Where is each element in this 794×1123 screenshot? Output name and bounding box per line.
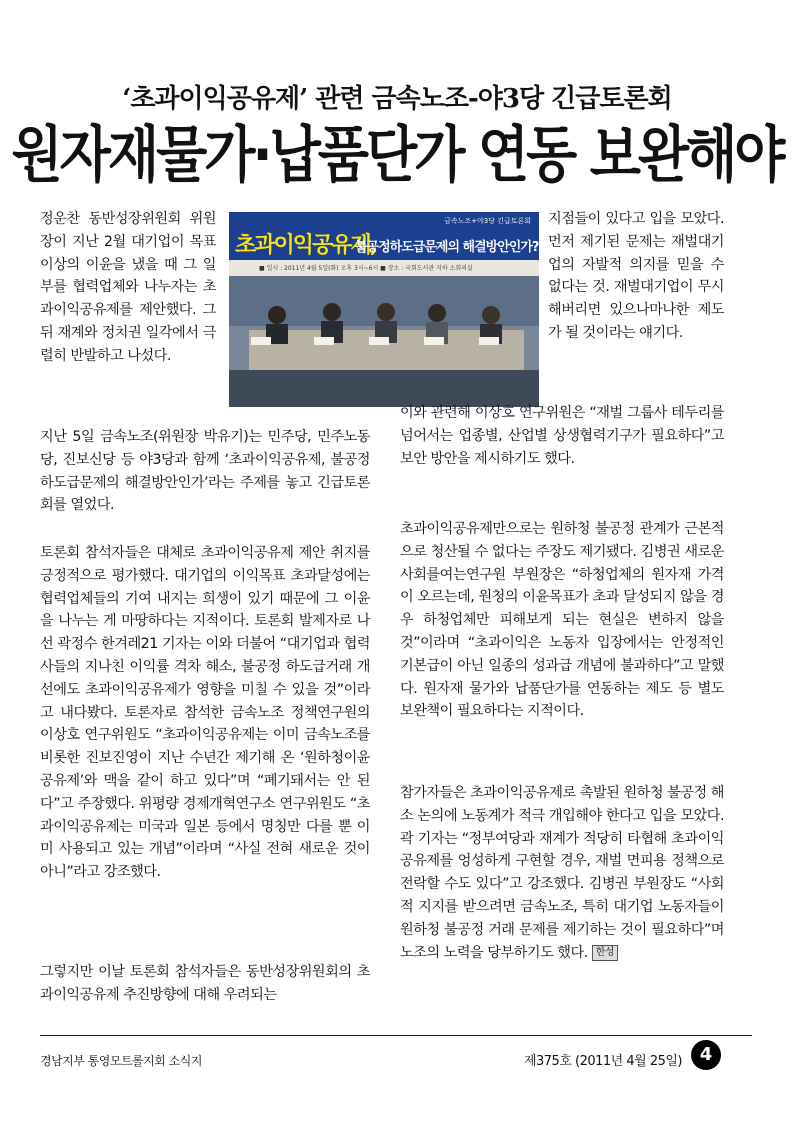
banner-main-text: 초과이익공유제, bbox=[235, 233, 377, 258]
article-paragraph: 토론회 참석자들은 대체로 초과이익공유제 제안 취지를 긍정적으로 평가했다. 대기업의 이익목표 초과달성에는 협력업체들의 기여 내지는 희생이 있기 때문에 그 이윤을 나누는 게 마땅하다는 지적이다. 토론회 발제자로 나선 곽정수 한겨레21 기자는 이와 더불어 “대기업과 협력사들의 지나친 이익률 격차 해소, 불공정 하도급거래 개선에도 초과이익공유제가 영향을 미칠 수 있을 것”이라고 내다봤다. 토론자로 참석한 금속노조 정책연구원의 이상호 연구위원도 “초과이익공유제는 이미 금속노조를 비롯한 진보진영이 지난 수년간 제기해 온 ‘원하청이윤공유제’와 맥을 같이 하고 있다”며 “폐기돼서는 안 된다”고 주장했다. 위평량 경제개혁연구소 연구위원도 “초과이익공유제는 미국과 일본 등에서 명칭만 다를 뿐 이미 사용되고 있는 개념”이라며 “사실 전혀 새로운 것이 아니”라고 강조했다. bbox=[40, 545, 370, 881]
article-paragraph-last bbox=[400, 782, 724, 964]
article-paragraph: 그렇지만 이날 토론회 참석자들은 동반성장위원회의 초과이익공유제 추진방향에 대해 우려되는 bbox=[40, 964, 370, 1003]
footer-newsletter-name: 경남지부 통영모트롤지회 소식지 bbox=[40, 1054, 202, 1068]
banner-info-text: ■ 일시 : 2011년 4월 5일(화) 오후 3시~6시 ■ 장소 : 국회도서관 지하 소회의실 bbox=[259, 265, 473, 272]
article-subhead: ‘초과이익공유제’ 관련 금속노조-야3당 긴급토론회 bbox=[122, 84, 672, 114]
article-paragraph: 이와 관련해 이상호 연구위원은 “재벌 그룹사 테두리를 넘어서는 업종별, 산업별 상생협력기구가 필요하다”고 보안 방안을 제시하기도 했다. bbox=[400, 405, 724, 467]
article-paragraph: 정운찬 동반성장위원회 위원장이 지난 2월 대기업이 목표 이상의 이윤을 냈을 때 그 일부를 협력업체와 나누자는 초과이익공유제를 제안했다. 그 뒤 재계와 정치권 일각에서 극렬히 반발하고 나섰다. bbox=[40, 211, 216, 364]
article-paragraph: 지난 5일 금속노조(위원장 박유기)는 민주당, 민주노동당, 진보신당 등 야3당과 함께 ‘초과이익공유제, 불공정하도급문제의 해결방안인가’라는 주제를 놓고 긴급토론회를 열었다. bbox=[40, 429, 370, 514]
author-stamp: 한성 bbox=[592, 945, 618, 961]
article-paragraph: 초과이익공유제만으로는 원하청 불공정 관계가 근본적으로 청산될 수 없다는 주장도 제기됐다. 김병권 새로운사회를여는연구원 부원장은 “하청업체의 원자재 가격이 오르는데, 원청의 이윤목표가 초과 달성되지 않을 경우 하청업체만 피해보게 되는 현실은 변하지 않을 것”이라며 “초과이익은 노동자 입장에서는 안정적인 기본급이 아닌 일종의 성과급 개념에 불과하다”고 말했다. 원자재 물가와 납품단가를 연동하는 제도 등 별도 보완책이 필요하다는 지적이다. bbox=[400, 521, 724, 720]
footer-divider bbox=[40, 1035, 752, 1036]
forum-photo bbox=[229, 212, 539, 407]
article-paragraph: 지점들이 있다고 입을 모았다. 먼저 제기된 문제는 재벌대기업의 자발적 의지를 믿을 수 없다는 것. 재벌대기업이 무시해버리면 있으나마나한 제도가 될 것이라는 얘기다. bbox=[548, 211, 724, 341]
banner-sub-text: 불공정하도급문제의 해결방안인가? bbox=[355, 240, 539, 255]
article-headline: 원자재물가·납품단가 연동 보완해야 bbox=[11, 120, 783, 191]
article-paragraph-text: 참가자들은 초과이익공유제로 촉발된 원하청 불공정 해소 논의에 노동계가 적극 개입해야 한다고 입을 모았다. 곽 기자는 “정부여당과 재계가 적당히 타협해 초과이익공유제를 엉성하게 구현할 경우, 재벌 면피용 정책으로 전락할 수도 있다”고 강조했다. 김병권 부원장도 “사회적 지지를 받으려면 금속노조, 특히 대기업 노동자들이 원하청 불공정 거래 문제를 제기하는 것이 필요하다”며 노조의 노력을 당부하기도 했다. bbox=[400, 785, 724, 961]
page-number: 4 bbox=[691, 1040, 721, 1070]
banner-small-text: 금속노조+야3당 긴급토론회 bbox=[444, 217, 531, 225]
footer-issue-info: 제375호 (2011년 4월 25일) bbox=[523, 1054, 682, 1069]
